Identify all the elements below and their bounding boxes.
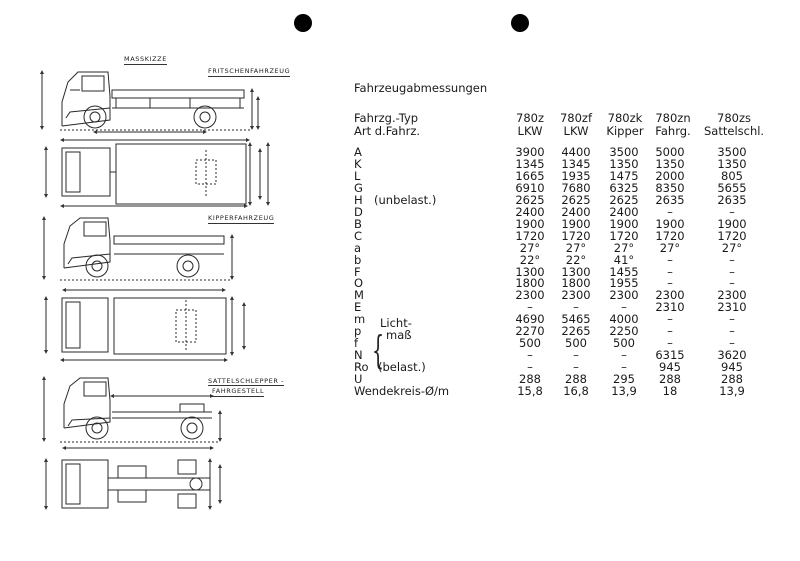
cell-col-1: – [527,360,533,375]
cell-col-4: – [667,252,673,267]
row-code: A [354,145,362,159]
header-col-3: 780zk [607,111,643,125]
row-note: (unbelast.) [374,192,437,207]
cell-col-4: 1350 [655,156,685,171]
cell-col-4: 8350 [655,180,685,195]
cell-col-2: 22° [565,252,587,267]
cell-col-3: 2625 [609,192,639,207]
tractor-top-view [46,460,220,508]
cell-col-4: 2635 [655,192,685,207]
cell-col-5: – [729,312,735,327]
row-note: (belast.) [378,360,426,375]
cell-col-3: 1350 [609,156,639,171]
header-col-4: 780zn [655,111,691,125]
row-code: D [354,204,363,219]
tipper-side-view [44,218,232,290]
cell-col-2: 1345 [561,156,591,171]
cell-col-5: – [729,276,735,291]
cell-col-1: 1300 [515,264,545,279]
cell-col-1: 15,8 [517,384,543,398]
row-code: N [354,348,363,363]
cell-col-5: – [729,264,735,279]
row-note: maß [386,328,412,343]
cell-col-3: 1475 [609,168,639,183]
row-code: B [354,216,362,231]
row-code: E [354,300,362,315]
cell-col-5: 5655 [717,180,747,195]
row-code: K [354,156,362,171]
cell-col-5: 3500 [717,145,747,159]
cell-col-3: 1955 [609,276,639,291]
row-code: Ro [354,360,369,375]
cell-col-1: 4690 [515,312,545,327]
cell-col-4: 2310 [655,300,685,315]
cell-col-2: 1720 [561,228,591,243]
cell-col-3: 2400 [609,204,639,219]
cell-col-5: – [729,336,735,351]
cell-col-2: 1900 [561,216,591,231]
cell-col-4: – [667,204,673,219]
label-tipper: KIPPERFAHRZEUG [208,214,275,222]
row-code: L [354,168,361,183]
header-label: Fahrzg.-Typ [354,111,419,125]
cell-col-1: 288 [519,372,541,387]
cell-col-2: 1800 [561,276,591,291]
cell-col-4: 2300 [655,288,685,303]
cell-col-2: 2625 [561,192,591,207]
cell-col-2: – [573,300,579,315]
cell-col-4: – [667,312,673,327]
cell-col-3: 2300 [609,288,639,303]
cell-col-2: 2265 [561,324,591,339]
cell-col-2: 4400 [561,145,591,159]
cell-col-5: 2300 [717,288,747,303]
cell-col-3: 500 [613,336,635,351]
cell-col-5: – [729,252,735,267]
cell-col-2: 2300 [561,288,591,303]
cell-col-3: – [621,360,627,375]
cell-col-3: 13,9 [611,384,637,398]
cell-col-4: – [667,324,673,339]
header-col-2: 780zf [559,111,593,125]
header-col-1: 780z [516,111,544,125]
cell-col-3: 295 [613,372,635,387]
cell-col-2: 27° [565,240,587,255]
cell-col-4: 2000 [655,168,685,183]
cell-col-5: 27° [721,240,743,255]
row-code: p [354,324,362,339]
header-col-5: 780zs [717,111,751,125]
light-dimension-brace: { [372,328,385,372]
cell-col-1: 3900 [515,145,545,159]
header-col-4: Fahrg. [655,124,691,138]
cell-col-2: 7680 [561,180,591,195]
cell-col-1: 2300 [515,288,545,303]
cell-col-1: – [527,300,533,315]
label-tractor-2: FAHRGESTELL [212,387,265,395]
row-code: U [354,372,363,387]
tractor-side-view [44,378,220,448]
cell-col-3: 1900 [609,216,639,231]
cell-col-5: 945 [721,360,743,375]
cell-col-3: 41° [613,252,635,267]
cell-col-4: – [667,276,673,291]
cell-col-3: 1720 [609,228,639,243]
row-code: b [354,252,362,267]
cell-col-2: 16,8 [563,384,589,398]
row-code: Wendekreis-Ø/m [354,384,450,398]
cell-col-1: 6910 [515,180,545,195]
header-col-5: Sattelschl. [704,124,765,138]
cell-col-4: 1900 [655,216,685,231]
row-code: C [354,228,363,243]
label-tractor-1: SATTELSCHLEPPER - [208,377,285,385]
row-code: M [354,288,364,303]
cell-col-5: 3620 [717,348,747,363]
cell-col-1: 1900 [515,216,545,231]
cell-col-4: 27° [659,240,681,255]
cell-col-3: – [621,300,627,315]
cell-col-5: 13,9 [719,384,745,398]
cell-col-4: 5000 [655,145,685,159]
row-code: F [354,264,361,279]
cell-col-1: 22° [519,252,541,267]
cell-col-5: 2635 [717,192,747,207]
cell-col-1: 1800 [515,276,545,291]
cell-col-1: 2270 [515,324,545,339]
row-code: a [354,240,362,255]
label-sketch: MASSKIZZE [124,55,167,63]
row-code: H [354,192,363,207]
cell-col-4: – [667,264,673,279]
cell-col-3: 27° [613,240,635,255]
cell-col-5: 1900 [717,216,747,231]
cell-col-3: 1455 [609,264,639,279]
header-label: Art d.Fahrz. [354,124,421,138]
cell-col-3: – [621,348,627,363]
cell-col-5: 1350 [717,156,747,171]
cell-col-4: 1720 [655,228,685,243]
cell-col-2: 288 [565,372,587,387]
cell-col-2: 2400 [561,204,591,219]
header-col-1: LKW [517,124,543,138]
cell-col-2: – [573,360,579,375]
cell-col-5: 2310 [717,300,747,315]
cell-col-1: 27° [519,240,541,255]
cell-col-5: – [729,324,735,339]
header-col-3: Kipper [606,124,644,138]
cell-col-4: 6315 [655,348,685,363]
table-title: Fahrzeugabmessungen [354,81,488,95]
cell-col-1: 1720 [515,228,545,243]
row-code: G [354,180,363,195]
cell-col-1: 1345 [515,156,545,171]
label-flatbed: FRITSCHENFAHRZEUG [208,67,291,75]
header-col-2: LKW [563,124,589,138]
row-code: O [354,276,364,291]
cell-col-3: 4000 [609,312,639,327]
cell-col-5: 288 [721,372,743,387]
cell-col-1: 1665 [515,168,545,183]
cell-col-1: 2625 [515,192,545,207]
cell-col-1: 500 [519,336,541,351]
cell-col-1: 2400 [515,204,545,219]
cell-col-4: 18 [662,384,678,398]
cell-col-3: 6325 [609,180,639,195]
flatbed-side-view [42,72,258,140]
cell-col-5: 1720 [717,228,747,243]
cell-col-5: 805 [721,168,743,183]
cell-col-4: 945 [659,360,681,375]
cell-col-2: 5465 [561,312,591,327]
flatbed-top-view [46,144,268,206]
cell-col-1: – [527,348,533,363]
cell-col-2: 1300 [561,264,591,279]
cell-col-3: 3500 [609,145,639,159]
cell-col-3: 2250 [609,324,639,339]
row-code: f [354,336,359,351]
cell-col-5: – [729,204,735,219]
row-note: Licht- [380,316,412,331]
cell-col-2: 1935 [561,168,591,183]
cell-col-4: – [667,336,673,351]
cell-col-4: 288 [659,372,681,387]
cell-col-2: 500 [565,336,587,351]
cell-col-2: – [573,348,579,363]
tipper-top-view [46,298,244,360]
row-code: m [354,312,366,327]
